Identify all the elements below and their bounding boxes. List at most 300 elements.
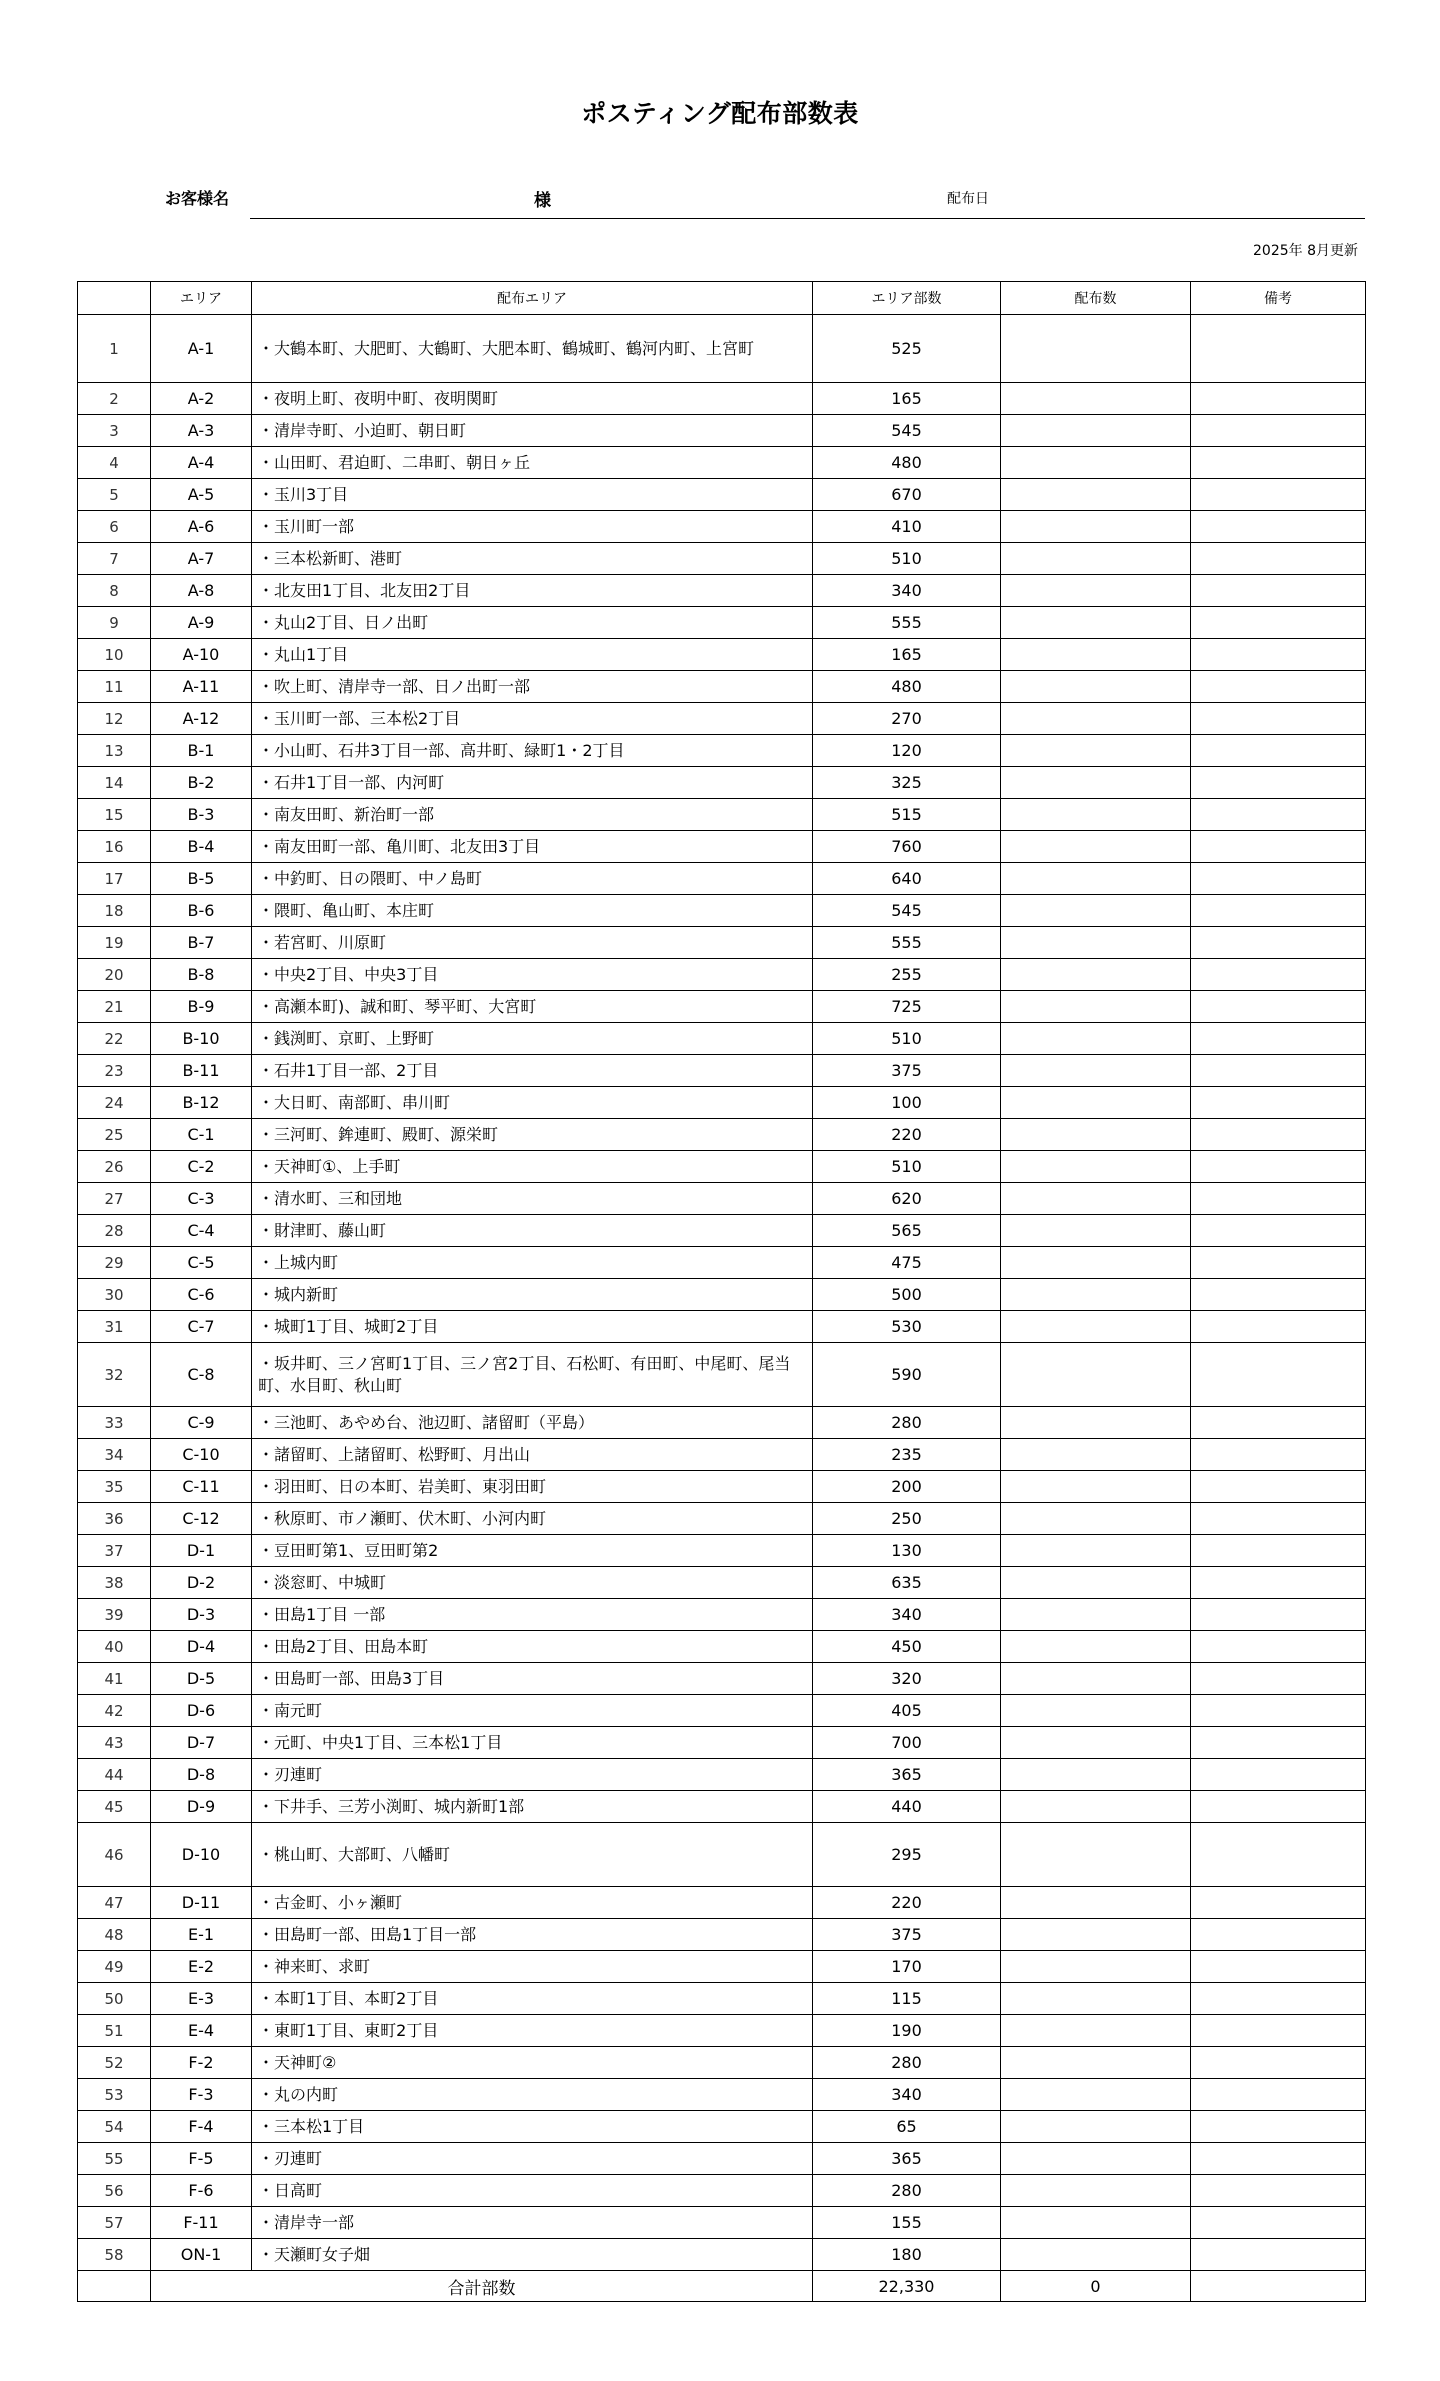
table-row (78, 1983, 1366, 2015)
row-copies: 635 (813, 1567, 1001, 1599)
row-distributed (1001, 2047, 1191, 2079)
table-row (78, 2207, 1366, 2239)
row-copies: 280 (813, 1407, 1001, 1439)
row-distributed (1001, 1983, 1191, 2015)
row-remarks (1191, 1055, 1366, 1087)
table-row (78, 383, 1366, 415)
row-copies: 165 (813, 639, 1001, 671)
row-distributed (1001, 735, 1191, 767)
row-places: ・淡窓町、中城町 (252, 1567, 813, 1599)
table-row (78, 927, 1366, 959)
row-number: 3 (78, 415, 151, 447)
row-places: ・北友田1丁目、北友田2丁目 (252, 575, 813, 607)
row-remarks (1191, 2015, 1366, 2047)
row-area-code: B-7 (151, 927, 252, 959)
row-distributed (1001, 1695, 1191, 1727)
row-number: 12 (78, 703, 151, 735)
row-number: 39 (78, 1599, 151, 1631)
row-copies: 280 (813, 2047, 1001, 2079)
row-distributed (1001, 927, 1191, 959)
table-row (78, 543, 1366, 575)
row-number: 25 (78, 1119, 151, 1151)
row-places: ・田島町一部、田島3丁目 (252, 1663, 813, 1695)
row-area-code: D-2 (151, 1567, 252, 1599)
table-row (78, 1087, 1366, 1119)
row-remarks (1191, 1247, 1366, 1279)
row-distributed (1001, 1663, 1191, 1695)
row-distributed (1001, 1503, 1191, 1535)
header-no (78, 282, 151, 315)
table-row (78, 2047, 1366, 2079)
row-copies: 325 (813, 767, 1001, 799)
row-places: ・玉川町一部、三本松2丁目 (252, 703, 813, 735)
row-area-code: F-3 (151, 2079, 252, 2111)
row-places: ・天神町①、上手町 (252, 1151, 813, 1183)
row-number: 38 (78, 1567, 151, 1599)
row-remarks (1191, 1919, 1366, 1951)
table-row (78, 1887, 1366, 1919)
row-distributed (1001, 1279, 1191, 1311)
row-number: 33 (78, 1407, 151, 1439)
row-copies: 510 (813, 543, 1001, 575)
row-remarks (1191, 1311, 1366, 1343)
row-distributed (1001, 2239, 1191, 2271)
table-row (78, 315, 1366, 383)
row-area-code: C-3 (151, 1183, 252, 1215)
distribution-date-label: 配布日 (947, 191, 989, 207)
row-copies: 180 (813, 2239, 1001, 2271)
row-remarks (1191, 1151, 1366, 1183)
row-remarks (1191, 863, 1366, 895)
row-distributed (1001, 2111, 1191, 2143)
row-copies: 510 (813, 1023, 1001, 1055)
row-places: ・田島1丁目 一部 (252, 1599, 813, 1631)
row-copies: 700 (813, 1727, 1001, 1759)
row-remarks (1191, 1471, 1366, 1503)
table-row (78, 1567, 1366, 1599)
row-places: ・石井1丁目一部、2丁目 (252, 1055, 813, 1087)
table-row (78, 767, 1366, 799)
row-copies: 670 (813, 479, 1001, 511)
row-distributed (1001, 767, 1191, 799)
row-number: 58 (78, 2239, 151, 2271)
row-area-code: ON-1 (151, 2239, 252, 2271)
row-places: ・下井手、三芳小渕町、城内新町1部 (252, 1791, 813, 1823)
row-distributed (1001, 1119, 1191, 1151)
row-places: ・三河町、鉾連町、殿町、源栄町 (252, 1119, 813, 1151)
row-remarks (1191, 1503, 1366, 1535)
row-area-code: A-5 (151, 479, 252, 511)
row-number: 40 (78, 1631, 151, 1663)
row-area-code: D-4 (151, 1631, 252, 1663)
row-area-code: B-1 (151, 735, 252, 767)
row-copies: 100 (813, 1087, 1001, 1119)
row-area-code: E-2 (151, 1951, 252, 1983)
row-remarks (1191, 383, 1366, 415)
row-remarks (1191, 1183, 1366, 1215)
table-row (78, 1471, 1366, 1503)
table-header-row (78, 282, 1366, 315)
row-area-code: C-1 (151, 1119, 252, 1151)
row-distributed (1001, 1343, 1191, 1407)
table-row (78, 1503, 1366, 1535)
row-remarks (1191, 2143, 1366, 2175)
row-places: ・本町1丁目、本町2丁目 (252, 1983, 813, 2015)
row-remarks (1191, 1631, 1366, 1663)
row-area-code: C-12 (151, 1503, 252, 1535)
row-number: 28 (78, 1215, 151, 1247)
table-row (78, 1055, 1366, 1087)
row-remarks (1191, 607, 1366, 639)
header-distributed: 配布数 (1001, 282, 1191, 315)
row-distributed (1001, 863, 1191, 895)
row-area-code: B-3 (151, 799, 252, 831)
table-row (78, 1311, 1366, 1343)
row-number: 36 (78, 1503, 151, 1535)
honorific-sama: 様 (534, 191, 551, 211)
row-area-code: B-6 (151, 895, 252, 927)
row-distributed (1001, 671, 1191, 703)
table-row (78, 607, 1366, 639)
customer-name-line (250, 218, 1365, 219)
row-distributed (1001, 2079, 1191, 2111)
row-copies: 255 (813, 959, 1001, 991)
row-distributed (1001, 1215, 1191, 1247)
row-remarks (1191, 895, 1366, 927)
row-places: ・日高町 (252, 2175, 813, 2207)
table-row (78, 2079, 1366, 2111)
row-places: ・元町、中央1丁目、三本松1丁目 (252, 1727, 813, 1759)
row-places: ・天神町② (252, 2047, 813, 2079)
row-places: ・田島2丁目、田島本町 (252, 1631, 813, 1663)
row-places: ・大鶴本町、大肥町、大鶴町、大肥本町、鶴城町、鶴河内町、上宮町 (252, 315, 813, 383)
row-distributed (1001, 1471, 1191, 1503)
row-remarks (1191, 703, 1366, 735)
table-row (78, 831, 1366, 863)
row-copies: 115 (813, 1983, 1001, 2015)
table-row (78, 1407, 1366, 1439)
row-places: ・清水町、三和団地 (252, 1183, 813, 1215)
row-number: 44 (78, 1759, 151, 1791)
row-remarks (1191, 1567, 1366, 1599)
row-number: 6 (78, 511, 151, 543)
row-area-code: B-8 (151, 959, 252, 991)
row-copies: 510 (813, 1151, 1001, 1183)
table-row (78, 703, 1366, 735)
row-remarks (1191, 1279, 1366, 1311)
table-row (78, 991, 1366, 1023)
row-distributed (1001, 959, 1191, 991)
row-number: 15 (78, 799, 151, 831)
row-number: 5 (78, 479, 151, 511)
row-copies: 340 (813, 2079, 1001, 2111)
row-copies: 340 (813, 575, 1001, 607)
table-row (78, 2175, 1366, 2207)
row-number: 52 (78, 2047, 151, 2079)
row-remarks (1191, 671, 1366, 703)
row-area-code: F-4 (151, 2111, 252, 2143)
row-distributed (1001, 2015, 1191, 2047)
row-remarks (1191, 831, 1366, 863)
row-places: ・諸留町、上諸留町、松野町、月出山 (252, 1439, 813, 1471)
row-places: ・東町1丁目、東町2丁目 (252, 2015, 813, 2047)
table-row (78, 735, 1366, 767)
total-label: 合計部数 (151, 2271, 813, 2302)
row-copies: 545 (813, 415, 1001, 447)
row-distributed (1001, 1023, 1191, 1055)
table-row (78, 1247, 1366, 1279)
row-places: ・天瀬町女子畑 (252, 2239, 813, 2271)
row-places: ・清岸寺一部 (252, 2207, 813, 2239)
total-remarks-cell (1191, 2271, 1366, 2302)
row-copies: 190 (813, 2015, 1001, 2047)
table-row (78, 1439, 1366, 1471)
row-places: ・丸山2丁目、日ノ出町 (252, 607, 813, 639)
row-number: 8 (78, 575, 151, 607)
row-number: 31 (78, 1311, 151, 1343)
row-places: ・丸山1丁目 (252, 639, 813, 671)
row-remarks (1191, 1727, 1366, 1759)
row-distributed (1001, 1567, 1191, 1599)
row-places: ・田島町一部、田島1丁目一部 (252, 1919, 813, 1951)
row-number: 21 (78, 991, 151, 1023)
row-area-code: A-11 (151, 671, 252, 703)
row-area-code: D-8 (151, 1759, 252, 1791)
row-area-code: E-3 (151, 1983, 252, 2015)
row-copies: 440 (813, 1791, 1001, 1823)
row-number: 41 (78, 1663, 151, 1695)
table-row (78, 1023, 1366, 1055)
row-number: 37 (78, 1535, 151, 1567)
row-remarks (1191, 1439, 1366, 1471)
table-row (78, 671, 1366, 703)
row-copies: 555 (813, 607, 1001, 639)
row-places: ・神来町、求町 (252, 1951, 813, 1983)
row-number: 7 (78, 543, 151, 575)
row-area-code: F-6 (151, 2175, 252, 2207)
row-number: 47 (78, 1887, 151, 1919)
row-distributed (1001, 1759, 1191, 1791)
row-area-code: A-12 (151, 703, 252, 735)
row-area-code: D-10 (151, 1823, 252, 1887)
row-places: ・刃連町 (252, 1759, 813, 1791)
row-places: ・南友田町、新治町一部 (252, 799, 813, 831)
row-places: ・羽田町、日の本町、岩美町、東羽田町 (252, 1471, 813, 1503)
row-remarks (1191, 1087, 1366, 1119)
row-number: 56 (78, 2175, 151, 2207)
row-number: 48 (78, 1919, 151, 1951)
row-copies: 515 (813, 799, 1001, 831)
row-remarks (1191, 959, 1366, 991)
row-remarks (1191, 1215, 1366, 1247)
row-number: 10 (78, 639, 151, 671)
row-area-code: C-5 (151, 1247, 252, 1279)
row-distributed (1001, 543, 1191, 575)
row-area-code: E-1 (151, 1919, 252, 1951)
row-number: 4 (78, 447, 151, 479)
header-places: 配布エリア (252, 282, 813, 315)
row-places: ・石井1丁目一部、内河町 (252, 767, 813, 799)
row-places: ・豆田町第1、豆田町第2 (252, 1535, 813, 1567)
table-row (78, 2015, 1366, 2047)
row-number: 27 (78, 1183, 151, 1215)
row-remarks (1191, 2239, 1366, 2271)
row-distributed (1001, 1791, 1191, 1823)
row-distributed (1001, 479, 1191, 511)
row-distributed (1001, 2175, 1191, 2207)
table-row (78, 447, 1366, 479)
row-number: 2 (78, 383, 151, 415)
row-distributed (1001, 1631, 1191, 1663)
row-remarks (1191, 447, 1366, 479)
row-distributed (1001, 799, 1191, 831)
row-places: ・中釣町、日の隈町、中ノ島町 (252, 863, 813, 895)
row-remarks (1191, 1951, 1366, 1983)
row-copies: 480 (813, 447, 1001, 479)
row-copies: 280 (813, 2175, 1001, 2207)
row-places: ・南元町 (252, 1695, 813, 1727)
row-area-code: B-10 (151, 1023, 252, 1055)
header-area: エリア (151, 282, 252, 315)
row-number: 50 (78, 1983, 151, 2015)
table-row (78, 1823, 1366, 1887)
row-copies: 320 (813, 1663, 1001, 1695)
table-row (78, 479, 1366, 511)
row-distributed (1001, 1439, 1191, 1471)
table-row (78, 1343, 1366, 1407)
row-remarks (1191, 735, 1366, 767)
row-area-code: B-5 (151, 863, 252, 895)
row-remarks (1191, 2207, 1366, 2239)
table-row (78, 1599, 1366, 1631)
row-area-code: D-7 (151, 1727, 252, 1759)
row-distributed (1001, 1087, 1191, 1119)
row-distributed (1001, 1247, 1191, 1279)
row-area-code: A-3 (151, 415, 252, 447)
row-places: ・玉川町一部 (252, 511, 813, 543)
row-area-code: F-2 (151, 2047, 252, 2079)
row-area-code: A-10 (151, 639, 252, 671)
row-places: ・丸の内町 (252, 2079, 813, 2111)
row-places: ・山田町、君迫町、二串町、朝日ヶ丘 (252, 447, 813, 479)
row-distributed (1001, 1407, 1191, 1439)
row-number: 9 (78, 607, 151, 639)
row-area-code: B-4 (151, 831, 252, 863)
table-row (78, 1951, 1366, 1983)
row-remarks (1191, 1599, 1366, 1631)
row-area-code: C-10 (151, 1439, 252, 1471)
row-places: ・清岸寺町、小迫町、朝日町 (252, 415, 813, 447)
row-number: 46 (78, 1823, 151, 1887)
row-number: 22 (78, 1023, 151, 1055)
updated-date: 2025年 8月更新 (1253, 243, 1358, 259)
row-remarks (1191, 1023, 1366, 1055)
table-row (78, 895, 1366, 927)
row-places: ・城町1丁目、城町2丁目 (252, 1311, 813, 1343)
row-area-code: C-4 (151, 1215, 252, 1247)
table-row (78, 1791, 1366, 1823)
header-copies: エリア部数 (813, 282, 1001, 315)
row-copies: 640 (813, 863, 1001, 895)
row-copies: 200 (813, 1471, 1001, 1503)
row-places: ・玉川3丁目 (252, 479, 813, 511)
row-copies: 375 (813, 1055, 1001, 1087)
row-copies: 365 (813, 2143, 1001, 2175)
row-number: 23 (78, 1055, 151, 1087)
table-row (78, 863, 1366, 895)
row-distributed (1001, 639, 1191, 671)
row-distributed (1001, 1823, 1191, 1887)
table-row (78, 2239, 1366, 2271)
row-number: 20 (78, 959, 151, 991)
table-row (78, 2111, 1366, 2143)
row-places: ・高瀬本町)、誠和町、琴平町、大宮町 (252, 991, 813, 1023)
table-row (78, 1695, 1366, 1727)
row-area-code: F-11 (151, 2207, 252, 2239)
row-distributed (1001, 1183, 1191, 1215)
row-remarks (1191, 315, 1366, 383)
row-number: 18 (78, 895, 151, 927)
row-places: ・中央2丁目、中央3丁目 (252, 959, 813, 991)
total-copies: 22,330 (813, 2271, 1001, 2302)
row-copies: 120 (813, 735, 1001, 767)
row-distributed (1001, 511, 1191, 543)
row-distributed (1001, 831, 1191, 863)
row-number: 51 (78, 2015, 151, 2047)
row-copies: 450 (813, 1631, 1001, 1663)
row-distributed (1001, 1887, 1191, 1919)
row-places: ・秋原町、市ノ瀬町、伏木町、小河内町 (252, 1503, 813, 1535)
row-number: 32 (78, 1343, 151, 1407)
row-remarks (1191, 1791, 1366, 1823)
row-remarks (1191, 1343, 1366, 1407)
table-row (78, 1119, 1366, 1151)
row-places: ・小山町、石井3丁目一部、高井町、緑町1・2丁目 (252, 735, 813, 767)
row-remarks (1191, 511, 1366, 543)
row-remarks (1191, 575, 1366, 607)
row-copies: 65 (813, 2111, 1001, 2143)
table-row (78, 1919, 1366, 1951)
row-copies: 340 (813, 1599, 1001, 1631)
row-places: ・桃山町、大部町、八幡町 (252, 1823, 813, 1887)
row-places: ・三本松新町、港町 (252, 543, 813, 575)
row-remarks (1191, 1983, 1366, 2015)
row-number: 17 (78, 863, 151, 895)
row-copies: 155 (813, 2207, 1001, 2239)
row-area-code: C-6 (151, 1279, 252, 1311)
row-area-code: A-6 (151, 511, 252, 543)
table-row (78, 1183, 1366, 1215)
row-copies: 620 (813, 1183, 1001, 1215)
table-row (78, 511, 1366, 543)
row-remarks (1191, 799, 1366, 831)
row-remarks (1191, 2047, 1366, 2079)
row-area-code: D-1 (151, 1535, 252, 1567)
table-row (78, 1151, 1366, 1183)
table-row (78, 1535, 1366, 1567)
row-distributed (1001, 2207, 1191, 2239)
row-remarks (1191, 1759, 1366, 1791)
row-distributed (1001, 607, 1191, 639)
row-copies: 165 (813, 383, 1001, 415)
row-places: ・大日町、南部町、串川町 (252, 1087, 813, 1119)
row-remarks (1191, 1695, 1366, 1727)
row-copies: 410 (813, 511, 1001, 543)
row-distributed (1001, 1951, 1191, 1983)
table-row (78, 415, 1366, 447)
row-remarks (1191, 1823, 1366, 1887)
row-area-code: A-7 (151, 543, 252, 575)
